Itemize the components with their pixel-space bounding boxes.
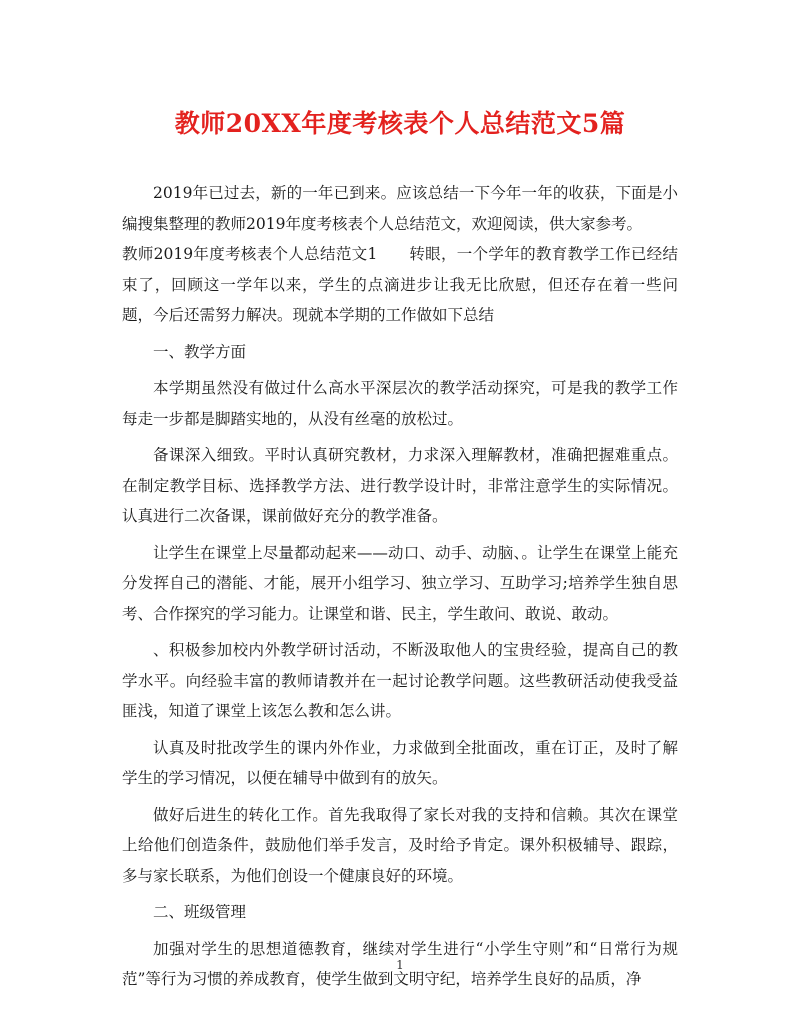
paragraph: 备课深入细致。平时认真研究教材，力求深入理解教材，准确把握难重点。在制定教学目标、选择教学方法、进行教学设计时，非常注意学生的实际情况。认真进行二次备课，课前做好充分的教学准备。 bbox=[122, 446, 678, 525]
paragraph: 做好后进生的转化工作。首先我取得了家长对我的支持和信赖。其次在课堂上给他们创造条件，鼓励他们举手发言，及时给予肯定。课外积极辅导、跟踪，多与家长联系，为他们创设一个健康良好的环境。 bbox=[122, 805, 678, 885]
paragraph: 加强对学生的思想道德教育，继续对学生进行“小学生守则”和“日常行为规范”等行为习惯的养成教育，使学生做到文明守纪，培养学生良好的品质，净 bbox=[122, 939, 678, 988]
document-title: 教师20XX年度考核表个人总结范文5篇 bbox=[174, 109, 626, 138]
paragraph-essay-1-opening: 教师2019年度考核表个人总结范文1 转眼，一个学年的教育教学工作已经结束了，回顾这一学年以来，学生的点滴进步让我无比欣慰，但还存在着一些问题，今后还需努力解决。现就本学期的工作做如下总结 bbox=[122, 245, 678, 324]
page-number: 1 bbox=[396, 958, 404, 972]
section-heading-teaching: 一、教学方面 bbox=[153, 342, 247, 361]
paragraph: 、积极参加校内外教学研讨活动，不断汲取他人的宝贵经验，提高自己的教学水平。向经验丰富的教师请教并在一起讨论教学问题。这些教研活动使我受益匪浅，知道了课堂上该怎么教和怎么讲。 bbox=[122, 641, 678, 720]
paragraph: 认真及时批改学生的课内外作业，力求做到全批面改，重在订正，及时了解学生的学习情况，以便在辅导中做到有的放矢。 bbox=[122, 738, 678, 787]
document-body bbox=[122, 178, 678, 995]
section-heading-class-management: 二、班级管理 bbox=[153, 903, 247, 921]
paragraph: 本学期虽然没有做过什么高水平深层次的教学活动探究，可是我的教学工作每走一步都是脚踏实地的，从没有丝毫的放松过。 bbox=[122, 379, 678, 428]
paragraph-intro: 2019年已过去，新的一年已到来。应该总结一下今年一年的收获，下面是小编搜集整理的教师2019年度考核表个人总结范文，欢迎阅读，供大家参考。 bbox=[122, 184, 678, 233]
paragraph: 让学生在课堂上尽量都动起来——动口、动手、动脑、。让学生在课堂上能充分发挥自己的潜能、才能，展开小组学习、独立学习、互助学习;培养学生独自思考、合作探究的学习能力。让课堂和谐、民主，学生敢问、敢说、敢动。 bbox=[122, 543, 678, 623]
